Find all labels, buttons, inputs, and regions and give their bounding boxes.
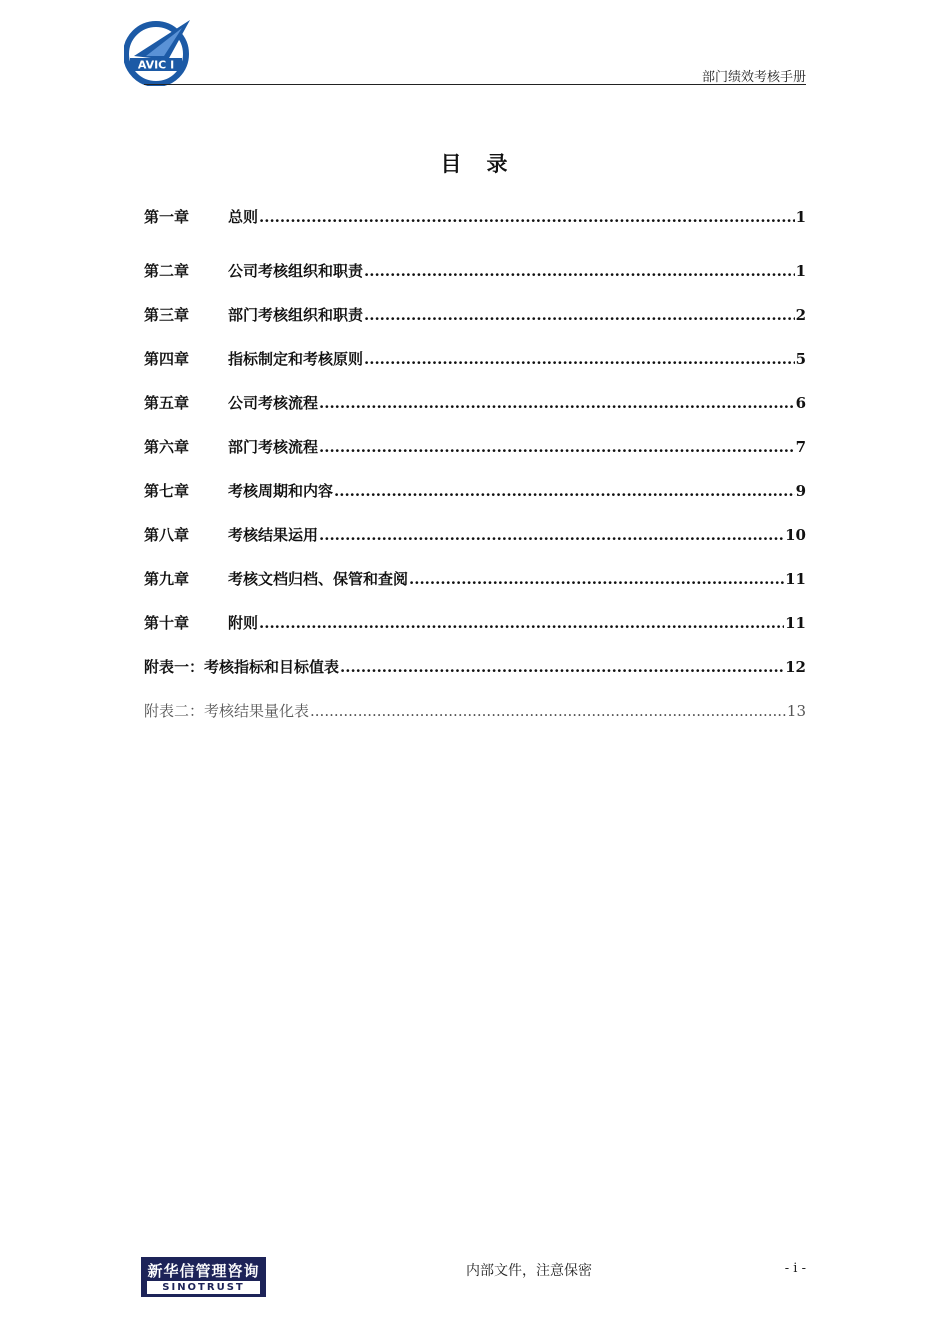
avic-logo-text: AVIC I xyxy=(137,58,175,72)
toc-entry-appendix-1[interactable] xyxy=(144,656,806,678)
toc-entry[interactable] xyxy=(144,348,806,370)
toc-dot-leader xyxy=(364,350,795,368)
toc-chapter: 第五章 xyxy=(144,394,190,412)
sinotrust-logo-cn: 新华信管理咨询 xyxy=(147,1262,260,1280)
toc-dot-leader xyxy=(364,262,795,280)
toc-page-number: 2 xyxy=(795,306,806,324)
toc-page-number: 13 xyxy=(786,702,806,720)
header-title: 部门绩效考核手册 xyxy=(701,70,806,85)
toc-page-number: 9 xyxy=(795,482,806,500)
header-divider xyxy=(144,84,806,85)
avic-logo-icon xyxy=(124,16,194,86)
toc-entry[interactable] xyxy=(144,260,806,282)
toc-page-number: 10 xyxy=(785,526,806,544)
toc-chapter: 第二章 xyxy=(144,262,190,280)
toc-entry-appendix-2[interactable] xyxy=(144,700,806,722)
toc-chapter: 第十章 xyxy=(144,614,190,632)
toc-chapter: 第九章 xyxy=(144,570,190,588)
toc-label: 总则 xyxy=(228,208,259,226)
toc-entry[interactable] xyxy=(144,436,806,458)
avic-logo xyxy=(124,16,194,86)
toc-entry[interactable] xyxy=(144,568,806,590)
toc-page-number: 11 xyxy=(785,614,806,632)
toc-entry[interactable] xyxy=(144,304,806,326)
toc-label: 附表二：考核结果量化表 xyxy=(144,702,310,720)
toc-dot-leader xyxy=(259,614,784,632)
toc-label: 考核文档归档、保管和查阅 xyxy=(228,570,409,588)
toc-title: 目 录 xyxy=(440,151,510,176)
confidential-notice: 内部文件，注意保密 xyxy=(466,1263,592,1279)
toc-dot-leader xyxy=(319,394,795,412)
toc-label: 公司考核组织和职责 xyxy=(228,262,364,280)
toc-entry[interactable] xyxy=(144,480,806,502)
toc-dot-leader xyxy=(259,208,795,226)
toc-page-number: 12 xyxy=(785,658,806,676)
toc-page-number: 5 xyxy=(795,350,806,368)
toc-label: 附表一：考核指标和目标值表 xyxy=(144,658,340,676)
toc-label: 考核周期和内容 xyxy=(228,482,334,500)
toc-label: 附则 xyxy=(228,614,259,632)
toc-dot-leader xyxy=(364,306,795,324)
toc-entry[interactable] xyxy=(144,206,806,228)
toc-entry[interactable] xyxy=(144,524,806,546)
toc-page-number: 11 xyxy=(785,570,806,588)
toc-page-number: 1 xyxy=(795,208,806,226)
toc-entry[interactable] xyxy=(144,612,806,634)
toc-label: 考核结果运用 xyxy=(228,526,319,544)
toc-dot-leader xyxy=(319,438,795,456)
toc-dot-leader xyxy=(409,570,784,588)
toc-dot-leader xyxy=(340,658,784,676)
toc-entry[interactable] xyxy=(144,392,806,414)
toc-chapter: 第三章 xyxy=(144,306,190,324)
toc-page-number: 7 xyxy=(795,438,806,456)
toc-label: 指标制定和考核原则 xyxy=(228,350,364,368)
toc-dot-leader xyxy=(334,482,795,500)
toc-chapter: 第八章 xyxy=(144,526,190,544)
toc-page-number: 6 xyxy=(795,394,806,412)
toc-label: 部门考核组织和职责 xyxy=(228,306,364,324)
toc-dot-leader xyxy=(310,702,786,720)
toc-chapter: 第四章 xyxy=(144,350,190,368)
toc-page-number: 1 xyxy=(795,262,806,280)
toc-label: 公司考核流程 xyxy=(228,394,319,412)
sinotrust-logo xyxy=(141,1257,266,1297)
toc-label: 部门考核流程 xyxy=(228,438,319,456)
toc-chapter: 第六章 xyxy=(144,438,190,456)
sinotrust-logo-en: SINOTRUST xyxy=(147,1281,260,1294)
page-number: - i - xyxy=(784,1261,806,1276)
toc-chapter: 第一章 xyxy=(144,208,190,226)
toc-chapter: 第七章 xyxy=(144,482,190,500)
toc-dot-leader xyxy=(319,526,784,544)
